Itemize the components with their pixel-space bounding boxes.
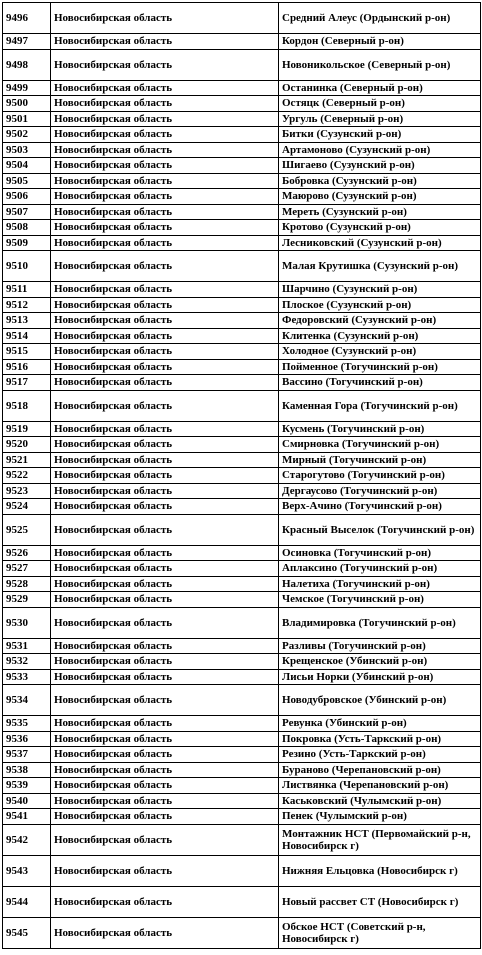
row-number-cell: 9501	[3, 111, 51, 127]
region-cell: Новосибирская область	[51, 359, 279, 375]
region-cell: Новосибирская область	[51, 638, 279, 654]
place-cell: Монтажник НСТ (Первомайский р-н, Новосибирск г)	[279, 824, 481, 855]
region-cell: Новосибирская область	[51, 917, 279, 948]
row-number-cell: 9498	[3, 49, 51, 80]
row-number-cell: 9522	[3, 468, 51, 484]
region-cell: Новосибирская область	[51, 561, 279, 577]
row-number-cell: 9503	[3, 142, 51, 158]
table-row	[3, 793, 481, 809]
row-number-cell: 9539	[3, 778, 51, 794]
row-number-cell: 9526	[3, 545, 51, 561]
row-number-cell: 9517	[3, 375, 51, 391]
row-number-cell: 9533	[3, 669, 51, 685]
place-cell: Мереть (Сузунский р-он)	[279, 204, 481, 220]
place-cell: Плоское (Сузунский р-он)	[279, 297, 481, 313]
region-cell: Новосибирская область	[51, 855, 279, 886]
table-row	[3, 778, 481, 794]
place-cell: Шарчино (Сузунский р-он)	[279, 282, 481, 298]
region-cell: Новосибирская область	[51, 592, 279, 608]
place-cell: Бураново (Черепановский р-он)	[279, 762, 481, 778]
table-row	[3, 34, 481, 50]
place-cell: Кордон (Северный р-он)	[279, 34, 481, 50]
table-row	[3, 716, 481, 732]
table-row	[3, 731, 481, 747]
table-row	[3, 638, 481, 654]
row-number-cell: 9505	[3, 173, 51, 189]
row-number-cell: 9535	[3, 716, 51, 732]
table-row	[3, 204, 481, 220]
row-number-cell: 9545	[3, 917, 51, 948]
region-cell: Новосибирская область	[51, 189, 279, 205]
table-row	[3, 189, 481, 205]
row-number-cell: 9509	[3, 235, 51, 251]
region-cell: Новосибирская область	[51, 220, 279, 236]
row-number-cell: 9499	[3, 80, 51, 96]
region-cell: Новосибирская область	[51, 173, 279, 189]
row-number-cell: 9527	[3, 561, 51, 577]
region-cell: Новосибирская область	[51, 747, 279, 763]
row-number-cell: 9500	[3, 96, 51, 112]
place-cell: Бобровка (Сузунский р-он)	[279, 173, 481, 189]
place-cell: Вассино (Тогучинский р-он)	[279, 375, 481, 391]
row-number-cell: 9497	[3, 34, 51, 50]
table-row	[3, 390, 481, 421]
region-cell: Новосибирская область	[51, 80, 279, 96]
table-row	[3, 592, 481, 608]
table-row	[3, 127, 481, 143]
row-number-cell: 9529	[3, 592, 51, 608]
place-cell: Каменная Гора (Тогучинский р-он)	[279, 390, 481, 421]
table-row	[3, 3, 481, 34]
row-number-cell: 9518	[3, 390, 51, 421]
row-number-cell: 9523	[3, 483, 51, 499]
region-cell: Новосибирская область	[51, 344, 279, 360]
place-cell: Кротово (Сузунский р-он)	[279, 220, 481, 236]
region-cell: Новосибирская область	[51, 886, 279, 917]
table-row	[3, 685, 481, 716]
place-cell: Битки (Сузунский р-он)	[279, 127, 481, 143]
row-number-cell: 9543	[3, 855, 51, 886]
place-cell: Обское НСТ (Советский р-н, Новосибирск г)	[279, 917, 481, 948]
row-number-cell: 9511	[3, 282, 51, 298]
row-number-cell: 9537	[3, 747, 51, 763]
place-cell: Маюрово (Сузунский р-он)	[279, 189, 481, 205]
region-cell: Новосибирская область	[51, 809, 279, 825]
place-cell: Артамоново (Сузунский р-он)	[279, 142, 481, 158]
table-row	[3, 437, 481, 453]
row-number-cell: 9528	[3, 576, 51, 592]
place-cell: Владимировка (Тогучинский р-он)	[279, 607, 481, 638]
row-number-cell: 9542	[3, 824, 51, 855]
region-cell: Новосибирская область	[51, 142, 279, 158]
region-cell: Новосибирская область	[51, 716, 279, 732]
place-cell: Останинка (Северный р-он)	[279, 80, 481, 96]
row-number-cell: 9508	[3, 220, 51, 236]
place-cell: Лесниковский (Сузунский р-он)	[279, 235, 481, 251]
table-row	[3, 576, 481, 592]
region-cell: Новосибирская область	[51, 421, 279, 437]
region-cell: Новосибирская область	[51, 654, 279, 670]
place-cell: Новый рассвет СТ (Новосибирск г)	[279, 886, 481, 917]
table-row	[3, 499, 481, 515]
region-cell: Новосибирская область	[51, 607, 279, 638]
table-row	[3, 235, 481, 251]
region-cell: Новосибирская область	[51, 483, 279, 499]
place-cell: Лисьи Норки (Убинский р-он)	[279, 669, 481, 685]
region-cell: Новосибирская область	[51, 235, 279, 251]
region-cell: Новосибирская область	[51, 778, 279, 794]
table-row	[3, 158, 481, 174]
row-number-cell: 9514	[3, 328, 51, 344]
row-number-cell: 9519	[3, 421, 51, 437]
region-cell: Новосибирская область	[51, 762, 279, 778]
locations-table-body	[3, 3, 481, 949]
place-cell: Разливы (Тогучинский р-он)	[279, 638, 481, 654]
region-cell: Новосибирская область	[51, 437, 279, 453]
place-cell: Резино (Усть-Таркский р-он)	[279, 747, 481, 763]
place-cell: Мирный (Тогучинский р-он)	[279, 452, 481, 468]
region-cell: Новосибирская область	[51, 297, 279, 313]
table-row	[3, 344, 481, 360]
place-cell: Смирновка (Тогучинский р-он)	[279, 437, 481, 453]
row-number-cell: 9504	[3, 158, 51, 174]
table-row	[3, 359, 481, 375]
row-number-cell: 9536	[3, 731, 51, 747]
place-cell: Средний Алеус (Ордынский р-он)	[279, 3, 481, 34]
place-cell: Красный Выселок (Тогучинский р-он)	[279, 514, 481, 545]
table-row	[3, 142, 481, 158]
row-number-cell: 9531	[3, 638, 51, 654]
row-number-cell: 9534	[3, 685, 51, 716]
region-cell: Новосибирская область	[51, 468, 279, 484]
table-row	[3, 762, 481, 778]
row-number-cell: 9520	[3, 437, 51, 453]
locations-table	[2, 2, 481, 949]
row-number-cell: 9538	[3, 762, 51, 778]
region-cell: Новосибирская область	[51, 375, 279, 391]
region-cell: Новосибирская область	[51, 576, 279, 592]
table-row	[3, 220, 481, 236]
place-cell: Нижняя Ельцовка (Новосибирск г)	[279, 855, 481, 886]
table-row	[3, 328, 481, 344]
table-row	[3, 483, 481, 499]
row-number-cell: 9496	[3, 3, 51, 34]
region-cell: Новосибирская область	[51, 158, 279, 174]
region-cell: Новосибирская область	[51, 669, 279, 685]
region-cell: Новосибирская область	[51, 452, 279, 468]
place-cell: Аплаксино (Тогучинский р-он)	[279, 561, 481, 577]
table-row	[3, 80, 481, 96]
place-cell: Крещенское (Убинский р-он)	[279, 654, 481, 670]
row-number-cell: 9541	[3, 809, 51, 825]
table-row	[3, 669, 481, 685]
place-cell: Осиновка (Тогучинский р-он)	[279, 545, 481, 561]
row-number-cell: 9515	[3, 344, 51, 360]
place-cell: Новоникольское (Северный р-он)	[279, 49, 481, 80]
region-cell: Новосибирская область	[51, 204, 279, 220]
row-number-cell: 9502	[3, 127, 51, 143]
region-cell: Новосибирская область	[51, 390, 279, 421]
row-number-cell: 9524	[3, 499, 51, 515]
place-cell: Ургуль (Северный р-он)	[279, 111, 481, 127]
place-cell: Остяцк (Северный р-он)	[279, 96, 481, 112]
place-cell: Кусмень (Тогучинский р-он)	[279, 421, 481, 437]
table-row	[3, 96, 481, 112]
row-number-cell: 9521	[3, 452, 51, 468]
place-cell: Пойменное (Тогучинский р-он)	[279, 359, 481, 375]
region-cell: Новосибирская область	[51, 111, 279, 127]
table-row	[3, 917, 481, 948]
place-cell: Листвянка (Черепановский р-он)	[279, 778, 481, 794]
region-cell: Новосибирская область	[51, 545, 279, 561]
region-cell: Новосибирская область	[51, 824, 279, 855]
place-cell: Верх-Ачино (Тогучинский р-он)	[279, 499, 481, 515]
table-row	[3, 607, 481, 638]
place-cell: Шигаево (Сузунский р-он)	[279, 158, 481, 174]
place-cell: Холодное (Сузунский р-он)	[279, 344, 481, 360]
place-cell: Ревунка (Убинский р-он)	[279, 716, 481, 732]
place-cell: Чемское (Тогучинский р-он)	[279, 592, 481, 608]
table-row	[3, 855, 481, 886]
table-row	[3, 421, 481, 437]
table-row	[3, 111, 481, 127]
place-cell: Налетиха (Тогучинский р-он)	[279, 576, 481, 592]
region-cell: Новосибирская область	[51, 34, 279, 50]
place-cell: Каськовский (Чулымский р-он)	[279, 793, 481, 809]
table-row	[3, 824, 481, 855]
row-number-cell: 9532	[3, 654, 51, 670]
row-number-cell: 9530	[3, 607, 51, 638]
region-cell: Новосибирская область	[51, 685, 279, 716]
table-row	[3, 886, 481, 917]
row-number-cell: 9506	[3, 189, 51, 205]
place-cell: Дергаусово (Тогучинский р-он)	[279, 483, 481, 499]
table-row	[3, 251, 481, 282]
region-cell: Новосибирская область	[51, 793, 279, 809]
place-cell: Покровка (Усть-Таркский р-он)	[279, 731, 481, 747]
region-cell: Новосибирская область	[51, 514, 279, 545]
region-cell: Новосибирская область	[51, 313, 279, 329]
region-cell: Новосибирская область	[51, 251, 279, 282]
place-cell: Старогутово (Тогучинский р-он)	[279, 468, 481, 484]
region-cell: Новосибирская область	[51, 328, 279, 344]
region-cell: Новосибирская область	[51, 96, 279, 112]
table-row	[3, 49, 481, 80]
table-row	[3, 313, 481, 329]
place-cell: Федоровский (Сузунский р-он)	[279, 313, 481, 329]
region-cell: Новосибирская область	[51, 499, 279, 515]
row-number-cell: 9507	[3, 204, 51, 220]
row-number-cell: 9510	[3, 251, 51, 282]
table-row	[3, 468, 481, 484]
table-row	[3, 297, 481, 313]
table-row	[3, 173, 481, 189]
table-row	[3, 282, 481, 298]
region-cell: Новосибирская область	[51, 127, 279, 143]
table-row	[3, 809, 481, 825]
row-number-cell: 9516	[3, 359, 51, 375]
row-number-cell: 9513	[3, 313, 51, 329]
table-row	[3, 654, 481, 670]
row-number-cell: 9525	[3, 514, 51, 545]
place-cell: Пенек (Чулымский р-он)	[279, 809, 481, 825]
region-cell: Новосибирская область	[51, 3, 279, 34]
row-number-cell: 9512	[3, 297, 51, 313]
table-row	[3, 545, 481, 561]
table-row	[3, 514, 481, 545]
table-row	[3, 452, 481, 468]
place-cell: Новодубровское (Убинский р-он)	[279, 685, 481, 716]
row-number-cell: 9544	[3, 886, 51, 917]
table-row	[3, 747, 481, 763]
table-row	[3, 561, 481, 577]
place-cell: Клитенка (Сузунский р-он)	[279, 328, 481, 344]
region-cell: Новосибирская область	[51, 49, 279, 80]
place-cell: Малая Крутишка (Сузунский р-он)	[279, 251, 481, 282]
row-number-cell: 9540	[3, 793, 51, 809]
region-cell: Новосибирская область	[51, 282, 279, 298]
region-cell: Новосибирская область	[51, 731, 279, 747]
table-row	[3, 375, 481, 391]
